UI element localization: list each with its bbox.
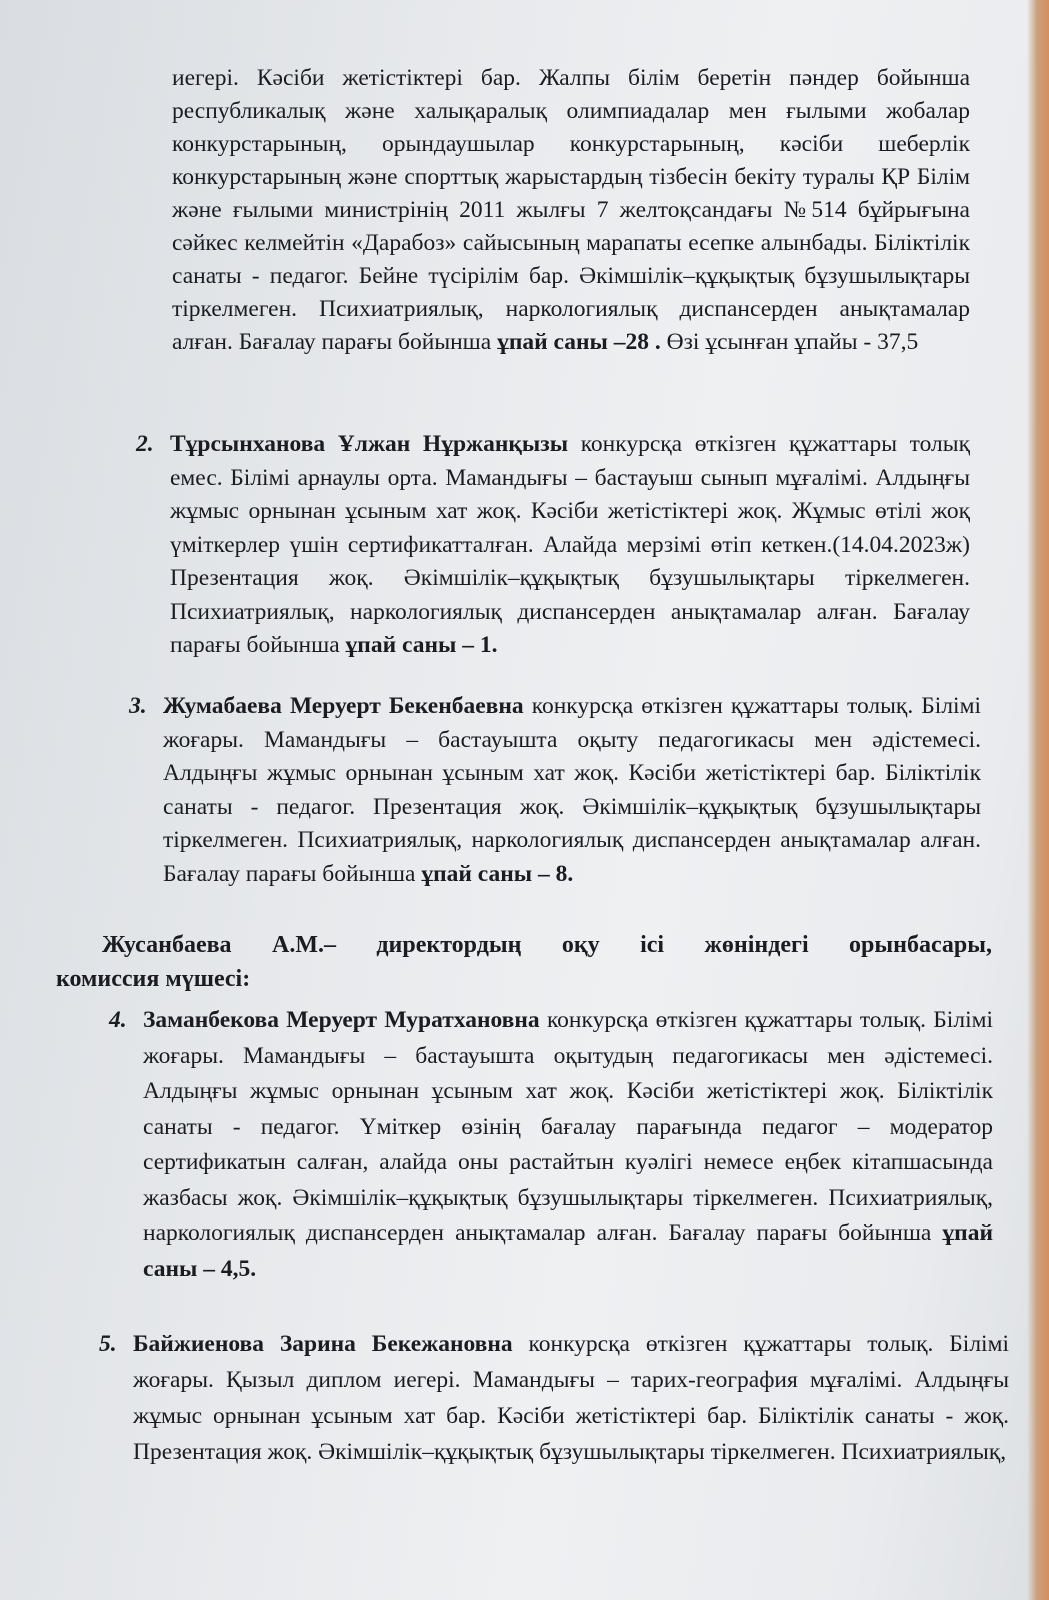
candidate-name: Заманбекова Меруерт Муратхановна [143,1007,540,1033]
continuation-tail: Өзі ұсынған ұпайы - 37,5 [660,329,919,355]
commission-member-heading [56,928,992,996]
page-edge-shadow [1027,0,1049,1600]
candidate-text: конкурсқа өткізген құжаттары толық. Білімі жоғары. Қызыл диплом иегері. Мамандығы – тарих-география мұғалімі. Алдыңғы жұмыс орнынан ұсыным хат бар. Кәсіби жетістіктері бар. Біліктілік санаты - жоқ. Презентация жоқ. Әкімшілік–құқықтық бұзушылықтары тіркелмеген. Психиатриялық, [133,1331,1009,1465]
heading-line-2: комиссия мүшесі: [56,966,251,992]
candidate-name: Байжиенова Зарина Бекежановна [133,1331,513,1357]
candidate-score: ұпай саны – 1. [345,632,498,658]
item-number: 4. [109,1007,127,1033]
candidate-item-5 [99,1326,1009,1470]
continuation-paragraph [172,62,970,359]
continuation-text: иегері. Кәсіби жетістіктері бар. Жалпы білім беретін пәндер бойынша республикалық және халықаралық олимпиадалар мен ғылыми жобалар конкурстарының, орындаушылар конкурстарының, кәсіби шеберлік конкурстарының және спорттық жарыстардың тізбесін бекіту туралы ҚР Білім және ғылыми министрінің 2011 жылғы 7 желтоқсандағы №514 бұйрығына сәйкес келмейтін «Дарабоз» сайысының марапаты есепке алынбады. Біліктілік санаты - педагог. Бейне түсірілім бар. Әкімшілік–құқықтық бұзушылықтары тіркелмеген. Психиатриялық, наркологиялық диспансерден анықтамалар алған. Бағалау парағы бойынша [172,65,970,355]
candidate-score: ұпай саны – 4,5. [143,1220,993,1282]
candidate-text: конкурсқа өткізген құжаттары толық емес. Білімі арнаулы орта. Мамандығы – бастауыш сынып мұғалімі. Алдыңғы жұмыс орнынан ұсыным хат жоқ. Кәсіби жетістіктері жоқ. Жұмыс өтілі жоқ үміткерлер үшін сертификатталған. Алайда мерзімі өтіп кеткен.(14.04.2023ж) Презентация жоқ. Әкімшілік–құқықтық бұзушылықтары тіркелмеген. Психиатриялық, наркологиялық диспансерден анықтамалар алған. Бағалау парағы бойынша [170,431,970,658]
candidate-text: конкурсқа өткізген құжаттары толық. Білімі жоғары. Мамандығы – бастауышта оқыту педагогикасы мен әдістемесі. Алдыңғы жұмыс орнынан ұсыным хат жоқ. Кәсіби жетістіктері бар. Біліктілік санаты - педагог. Презентация жоқ. Әкімшілік–құқықтық бұзушылықтары тіркелмеген. Психиатриялық, наркологиялық диспансерден анықтамалар алған. Бағалау парағы бойынша [163,693,981,887]
candidate-name: Жумабаева Меруерт Бекенбаевна [163,693,524,719]
candidate-name: Тұрсынханова Ұлжан Нұржанқызы [170,431,569,457]
candidate-item-4 [109,1003,993,1287]
candidate-score: ұпай саны – 8. [421,860,574,887]
continuation-score: ұпай саны –28 . [497,329,661,355]
candidate-text: конкурсқа өткізген құжаттары толық. Білімі жоғары. Мамандығы – бастауышта оқытудың педагогикасы мен әдістемесі. Алдыңғы жұмыс орнынан ұсыным хат жоқ. Кәсіби жетістіктері жоқ. Біліктілік санаты - педагог. Үміткер өзінің бағалау парағында педагог – модератор сертификатын салған, алайда оны растайтын куәлігі немесе еңбек кітапшасында жазбасы жоқ. Әкімшілік–құқықтық бұзушылықтары тіркелмеген. Психиатриялық, наркологиялық диспансерден анықтамалар алған. Бағалау парағы бойынша [143,1007,993,1246]
candidate-item-3 [129,690,981,891]
heading-line-1: Жусанбаева А.М.– директордың оқу ісі жөніндегі орынбасары, [102,932,992,958]
item-number: 2. [136,431,154,457]
candidate-item-2 [136,428,970,663]
item-number: 3. [129,693,147,719]
item-number: 5. [99,1331,117,1357]
